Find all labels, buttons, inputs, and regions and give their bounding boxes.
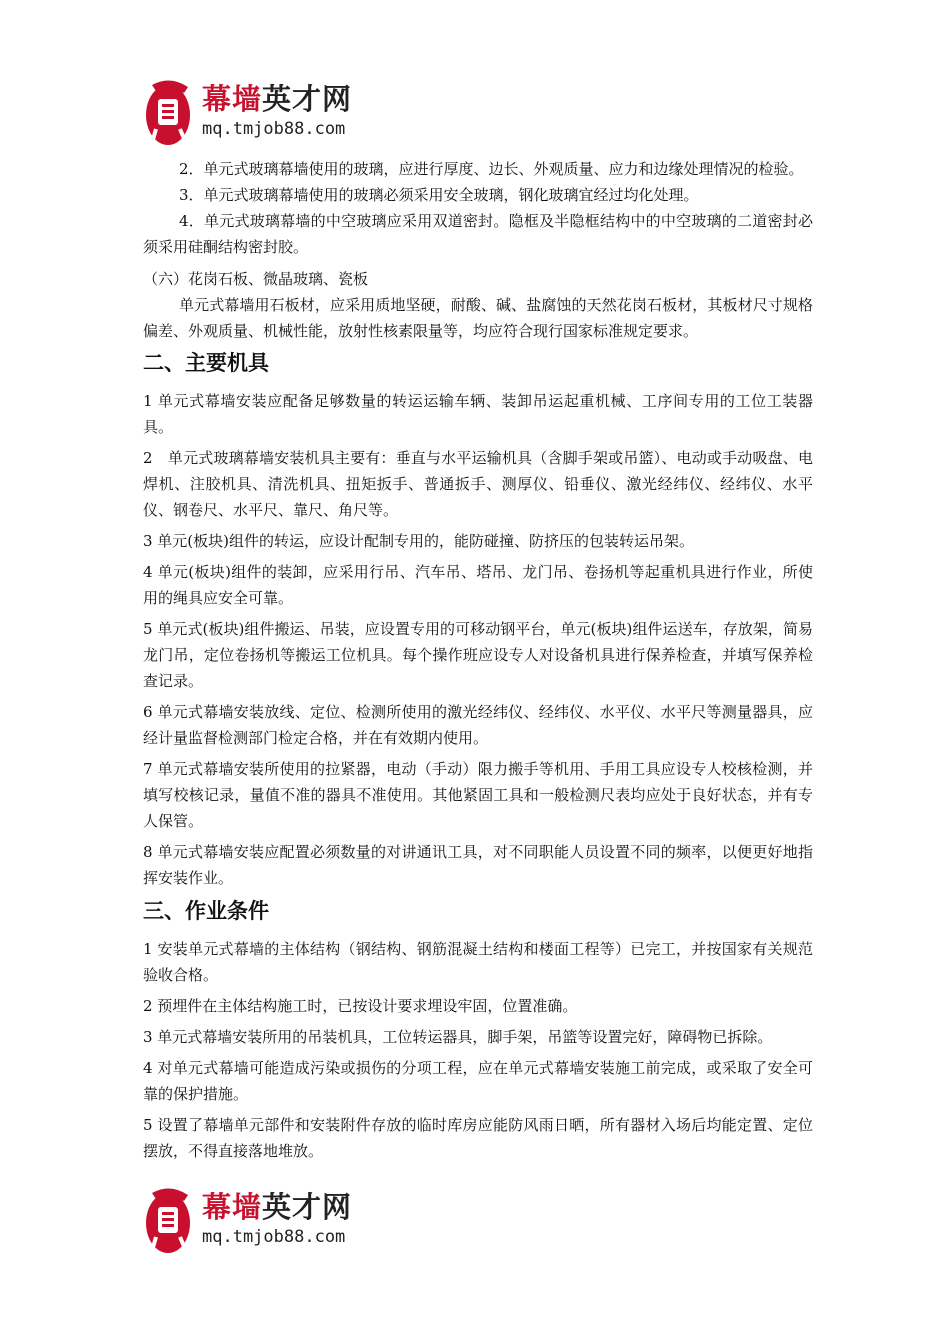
document-body	[143, 156, 813, 1169]
list-item: 7 单元式幕墙安装所使用的拉紧器，电动（手动）限力搬手等机用、手用工具应设专人校核检测，并填写校核记录，量值不准的器具不准使用。其他紧固工具和一般检测尺表均应处于良好状态，并有专人保管。	[143, 760, 813, 830]
resume-logo-icon	[144, 77, 196, 149]
list-item: 6 单元式幕墙安装放线、定位、检测所使用的激光经纬仪、经纬仪、水平仪、水平尺等测量器具，应经计量监督检测部门检定合格，并在有效期内使用。	[143, 703, 813, 747]
footer-logo	[140, 1181, 400, 1261]
list-item: 3 单元式幕墙安装所用的吊装机具，工位转运器具，脚手架，吊篮等设置完好，障碍物已拆除。	[143, 1028, 773, 1046]
intro-paragraph: 4．单元式玻璃幕墙的中空玻璃应采用双道密封。隐框及半隐框结构中的中空玻璃的二道密封必须采用硅酮结构密封胶。	[143, 212, 813, 256]
list-item: 5 单元式(板块)组件搬运、吊装，应设置专用的可移动钢平台，单元(板块)组件运送车，存放架，简易龙门吊，定位卷扬机等搬运工位机具。每个操作班应设专人对设备机具进行保养检查，并填写保养检查记录。	[143, 620, 813, 690]
resume-logo-icon	[144, 1185, 196, 1257]
intro-paragraph: 3．单元式玻璃幕墙使用的玻璃必须采用安全玻璃，钢化玻璃宜经过均化处理。	[179, 186, 699, 204]
list-item: 4 对单元式幕墙可能造成污染或损伤的分项工程，应在单元式幕墙安装施工前完成，或采取了安全可靠的保护措施。	[143, 1059, 813, 1103]
subsection-body: 单元式幕墙用石板材，应采用质地坚硬，耐酸、碱、盐腐蚀的天然花岗石板材，其板材尺寸规格偏差、外观质量、机械性能，放射性核素限量等，均应符合现行国家标准规定要求。	[143, 296, 813, 340]
logo-url: mq.tmjob88.com	[202, 119, 346, 139]
list-item: 3 单元(板块)组件的转运，应设计配制专用的，能防碰撞、防挤压的包装转运吊架。	[143, 532, 695, 550]
list-item: 2 单元式玻璃幕墙安装机具主要有：垂直与水平运输机具（含脚手架或吊篮）、电动或手动吸盘、电焊机、注胶机具、清洗机具、扭矩扳手、普通扳手、测厚仪、铅垂仪、激光经纬仪、经纬仪、水平仪、钢卷尺、水平尺、靠尺、角尺等。	[143, 449, 813, 519]
subsection-title: （六）花岗石板、微晶玻璃、瓷板	[143, 270, 369, 288]
logo-url: mq.tmjob88.com	[202, 1227, 346, 1247]
logo-name	[202, 1185, 352, 1226]
logo-name-part1: 幕墙	[202, 1190, 263, 1224]
logo-name-part2: 英才网	[262, 1190, 353, 1224]
logo-name-part1: 幕墙	[202, 82, 263, 116]
logo-name-part2: 英才网	[262, 82, 353, 116]
section-heading-conditions: 三、作业条件	[143, 899, 269, 923]
list-item: 4 单元(板块)组件的装卸，应采用行吊、汽车吊、塔吊、龙门吊、卷扬机等起重机具进行作业，所使用的绳具应安全可靠。	[143, 563, 813, 607]
intro-paragraph: 2．单元式玻璃幕墙使用的玻璃，应进行厚度、边长、外观质量、应力和边缘处理情况的检验。	[179, 160, 804, 178]
logo-name	[202, 77, 352, 118]
list-item: 8 单元式幕墙安装应配置必须数量的对讲通讯工具，对不同职能人员设置不同的频率，以便更好地指挥安装作业。	[143, 843, 813, 887]
list-item: 5 设置了幕墙单元部件和安装附件存放的临时库房应能防风雨日晒，所有器材入场后均能定置、定位摆放，不得直接落地堆放。	[143, 1116, 813, 1160]
list-item: 1 单元式幕墙安装应配备足够数量的转运运输车辆、装卸吊运起重机械、工序间专用的工位工装器具。	[143, 392, 813, 436]
header-logo	[140, 73, 400, 153]
section-heading-tools: 二、主要机具	[143, 351, 269, 375]
list-item: 2 预埋件在主体结构施工时，已按设计要求埋设牢固，位置准确。	[143, 997, 578, 1015]
list-item: 1 安装单元式幕墙的主体结构（钢结构、钢筋混凝土结构和楼面工程等）已完工，并按国家有关规范验收合格。	[143, 940, 813, 984]
